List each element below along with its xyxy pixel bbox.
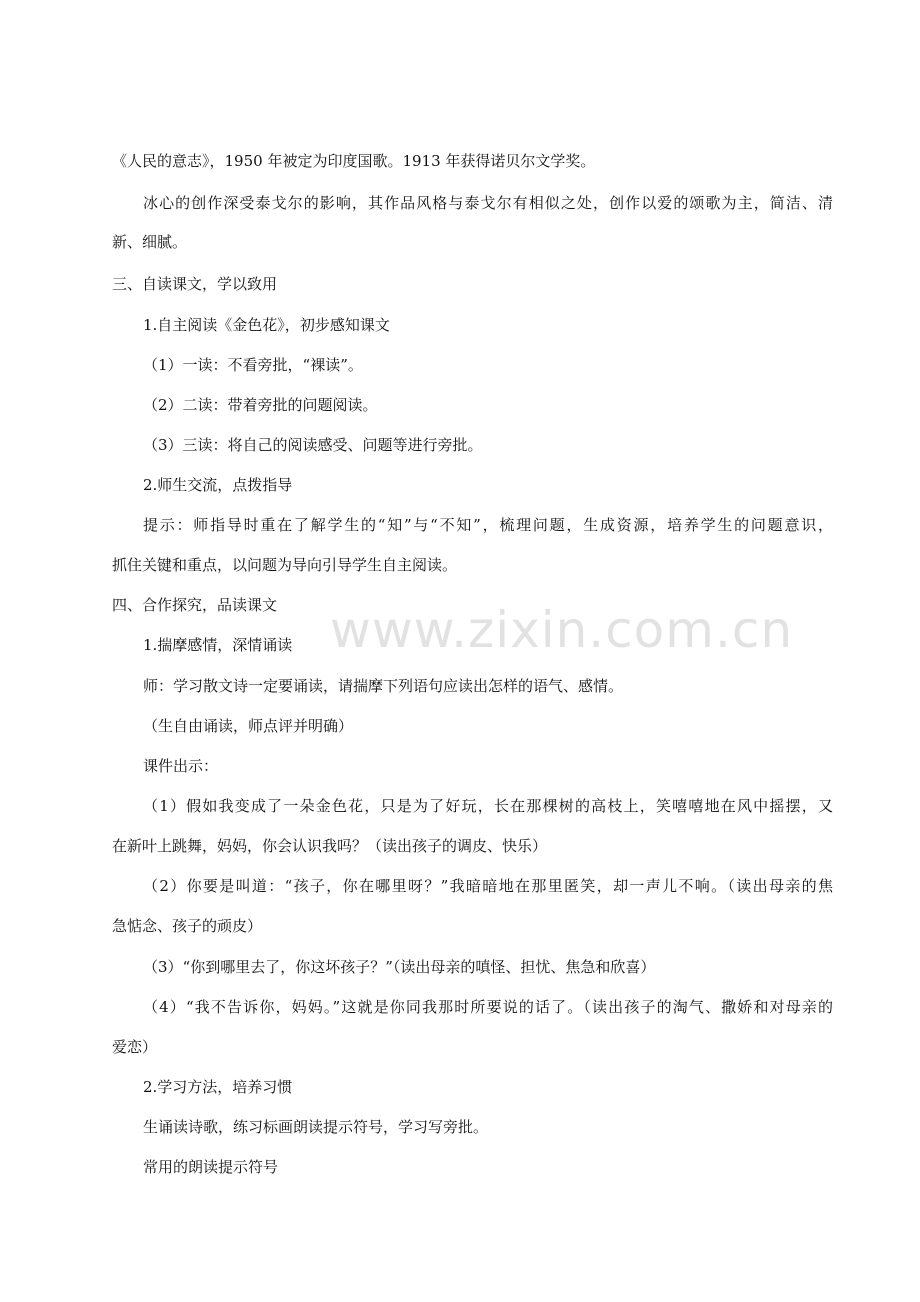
watermark: www.zixin.com.cn	[330, 601, 794, 659]
subsection-heading: 1.揣摩感情，深情诵读	[143, 636, 293, 654]
subsection-heading: 2.师生交流，点拨指导	[143, 476, 293, 494]
paragraph-line: 提示：师指导时重在了解学生的“知”与“不知”，梳理问题，生成资源，培养学生的问题意识，	[143, 516, 833, 534]
paragraph-line: 新、细腻。	[112, 233, 188, 251]
paragraph-line: 冰心的创作深受泰戈尔的影响，其作品风格与泰戈尔有相似之处，创作以爱的颂歌为主，简洁、清	[143, 194, 833, 212]
paragraph-line: （1）一读：不看旁批，“裸读”。	[143, 356, 363, 374]
paragraph-line: 急惦念、孩子的顽皮）	[112, 917, 263, 935]
paragraph-line: 抓住关键和重点，以问题为导向引导学生自主阅读。	[112, 556, 458, 574]
paragraph-line: （3）“你到哪里去了，你这坏孩子？”（读出母亲的嗔怪、担忧、焦急和欣喜）	[143, 958, 656, 976]
section-heading: 四、合作探究，品读课文	[112, 596, 278, 614]
paragraph-line: （3）三读：将自己的阅读感受、问题等进行旁批。	[143, 436, 483, 454]
section-heading: 三、自读课文，学以致用	[112, 275, 278, 293]
paragraph-line: （生自由诵读，师点评并明确）	[143, 717, 354, 735]
paragraph-line: 课件出示：	[143, 757, 219, 775]
paragraph-line: 《人民的意志》，1950 年被定为印度国歌。1913 年获得诺贝尔文学奖。	[112, 152, 596, 170]
subsection-heading: 1.自主阅读《金色花》，初步感知课文	[143, 316, 390, 334]
paragraph-line: 在新叶上跳舞，妈妈，你会认识我吗？（读出孩子的调皮、快乐）	[112, 837, 548, 855]
subsection-heading: 2.学习方法，培养习惯	[143, 1078, 293, 1096]
paragraph-line: （1）假如我变成了一朵金色花，只是为了好玩，长在那棵树的高枝上，笑嘻嘻地在风中摇摆，又	[143, 797, 833, 815]
paragraph-line: 师：学习散文诗一定要诵读，请揣摩下列语句应读出怎样的语气、感情。	[143, 677, 624, 695]
paragraph-line: 生诵读诗歌，练习标画朗读提示符号，学习写旁批。	[143, 1118, 489, 1136]
paragraph-line: （2）二读：带着旁批的问题阅读。	[143, 396, 378, 414]
paragraph-line: 爱恋）	[112, 1038, 158, 1056]
paragraph-line: （2）你要是叫道：“孩子，你在哪里呀？”我暗暗地在那里匿笑，却一声儿不响。（读出母亲的焦	[143, 877, 833, 895]
paragraph-line: 常用的朗读提示符号	[143, 1158, 279, 1176]
paragraph-line: （4）“我不告诉你，妈妈。”这就是你同我那时所要说的话了。（读出孩子的淘气、撒娇和对母亲的	[143, 998, 833, 1016]
